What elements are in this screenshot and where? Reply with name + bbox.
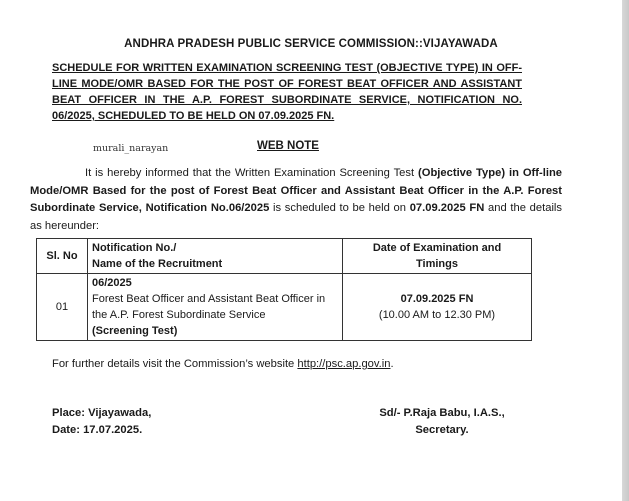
place-text: Place: Vijayawada,	[52, 407, 152, 419]
header-notification	[88, 239, 343, 274]
date-text: Date: 17.07.2025.	[52, 424, 143, 436]
website-link[interactable]: http://psc.ap.gov.in	[297, 358, 391, 370]
body-bold-1: (Objective Type) in Off-line Mode/OMR Based for the post of Forest Beat Officer and Assistant Beat Officer in the A.P. Forest Subordinate Service, Notification No.06/2025	[30, 167, 563, 214]
watermark-text: murali_narayan	[93, 143, 169, 154]
body-text-2: is scheduled to be held on	[269, 202, 410, 214]
cell-date	[343, 274, 532, 341]
further-details	[52, 358, 394, 370]
table-row	[37, 274, 532, 341]
body-paragraph	[30, 165, 562, 235]
schedule-table	[36, 238, 532, 341]
body-bold-2: 07.09.2025 FN	[409, 202, 485, 214]
signature-block	[376, 405, 508, 439]
header-date	[343, 239, 532, 274]
page-edge	[622, 0, 629, 501]
signatory-name: Sd/- P.Raja Babu, I.A.S.,	[379, 407, 505, 419]
header-notification-line2: Name of the Recruitment	[92, 258, 223, 270]
further-text: For further details visit the Commission’s website	[52, 358, 298, 370]
signatory-designation: Secretary.	[415, 424, 469, 436]
table-header-row	[37, 239, 532, 274]
cell-date-value: 07.09.2025 FN	[400, 293, 474, 305]
header-notification-line1: Notification No./	[92, 242, 177, 254]
header-date-line2: Timings	[416, 258, 458, 270]
cell-notification-no: 06/2025	[92, 277, 132, 289]
body-text-3: and the details as hereunder:	[30, 202, 563, 232]
cell-recruitment: Forest Beat Officer and Assistant Beat Officer in the A.P. Forest Subordinate Service	[92, 293, 326, 321]
cell-sl-no: 01	[37, 274, 88, 341]
schedule-title: SCHEDULE FOR WRITTEN EXAMINATION SCREENING TEST (OBJECTIVE TYPE) IN OFF-LINE MODE/OMR BASED FOR THE POST OF FOREST BEAT OFFICER AND ASSISTANT BEAT OFFICER IN THE A.P. FOREST SUBORDINATE SERVICE, NOTIFICATION NO. 06/2025, SCHEDULED TO BE HELD ON 07.09.2025 FN.	[52, 62, 522, 122]
header-date-line1: Date of Examination and	[372, 242, 502, 254]
web-note-heading: WEB NOTE	[257, 140, 319, 152]
cell-note: (Screening Test)	[92, 325, 178, 337]
organization-heading: ANDHRA PRADESH PUBLIC SERVICE COMMISSION::VIJAYAWADA	[124, 38, 498, 50]
place-date-block	[52, 405, 151, 439]
cell-notification	[88, 274, 343, 341]
header-sl-no: Sl. No	[37, 239, 88, 274]
cell-timing: (10.00 AM to 12.30 PM)	[378, 309, 496, 321]
further-end: .	[390, 358, 394, 370]
body-text-1: It is hereby informed that the Written Examination Screening Test	[85, 167, 419, 179]
